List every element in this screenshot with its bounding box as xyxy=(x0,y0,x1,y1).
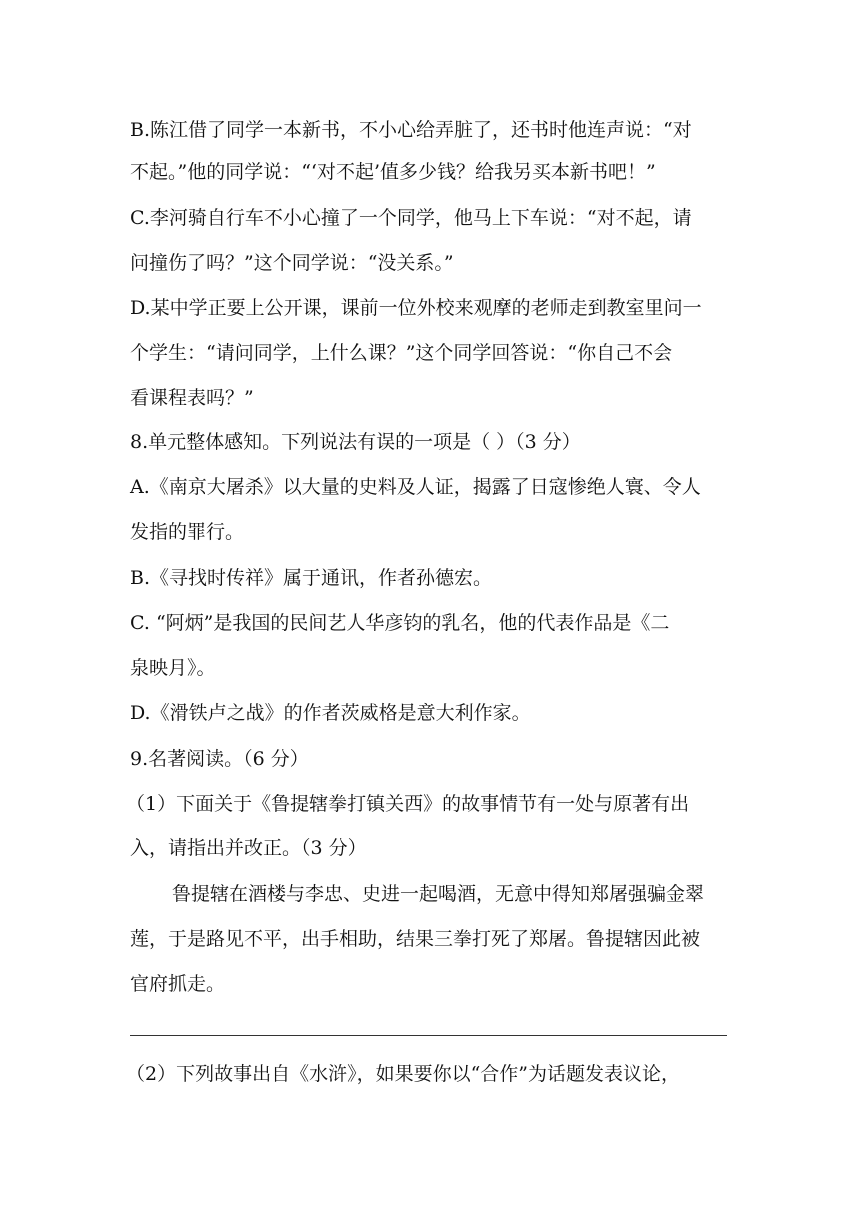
option-d-line-1: D.某中学正要上公开课，课前一位外校来观摩的老师走到教室里问一 xyxy=(130,297,702,319)
question-9-title: 9.名著阅读。（6 分） xyxy=(130,748,309,770)
passage-line-2: 莲，于是路见不平，出手相助，结果三拳打死了郑屠。鲁提辖因此被 xyxy=(130,928,701,950)
q8-option-a-line-2: 发指的罪行。 xyxy=(130,521,245,543)
q9-part-1-line-2: 入，请指出并改正。（3 分） xyxy=(130,837,367,859)
question-8-title: 8.单元整体感知。下列说法有误的一项是（ ）（3 分） xyxy=(130,431,581,453)
option-b-line-2: 不起。”他的同学说：“‘对不起’值多少钱？给我另买本新书吧！” xyxy=(130,161,656,183)
answer-blank-line xyxy=(130,1035,727,1036)
option-d-line-2: 个学生：“请问同学，上什么课？”这个同学回答说：“你自己不会 xyxy=(130,342,673,364)
q8-option-c-line-2: 泉映月》。 xyxy=(130,657,216,679)
option-c-line-1: C.李河骑自行车不小心撞了一个同学，他马上下车说：“对不起，请 xyxy=(130,207,692,229)
q8-option-d: D.《滑铁卢之战》的作者茨威格是意大利作家。 xyxy=(130,702,531,724)
q9-part-2-line-1: （2）下列故事出自《水浒》，如果要你以“合作”为话题发表议论， xyxy=(126,1063,681,1085)
passage-line-3: 官府抓走。 xyxy=(130,973,226,995)
passage-line-1: 鲁提辖在酒楼与李忠、史进一起喝酒，无意中得知郑屠强骗金翠 xyxy=(172,883,705,905)
option-d-line-3: 看课程表吗？” xyxy=(130,387,254,409)
q8-option-a-line-1: A.《南京大屠杀》以大量的史料及人证，揭露了日寇惨绝人寰、令人 xyxy=(130,476,701,498)
option-c-line-2: 问撞伤了吗？”这个同学说：“没关系。” xyxy=(130,252,454,274)
q8-option-b: B.《寻找时传祥》属于通讯，作者孙德宏。 xyxy=(130,567,493,589)
q8-option-c-line-1: C. “阿炳”是我国的民间艺人华彦钧的乳名，他的代表作品是《二 xyxy=(130,612,670,634)
q9-part-1-line-1: （1）下面关于《鲁提辖拳打镇关西》的故事情节有一处与原著有出 xyxy=(126,793,690,815)
option-b-line-1: B.陈江借了同学一本新书，不小心给弄脏了，还书时他连声说：“对 xyxy=(130,119,692,141)
